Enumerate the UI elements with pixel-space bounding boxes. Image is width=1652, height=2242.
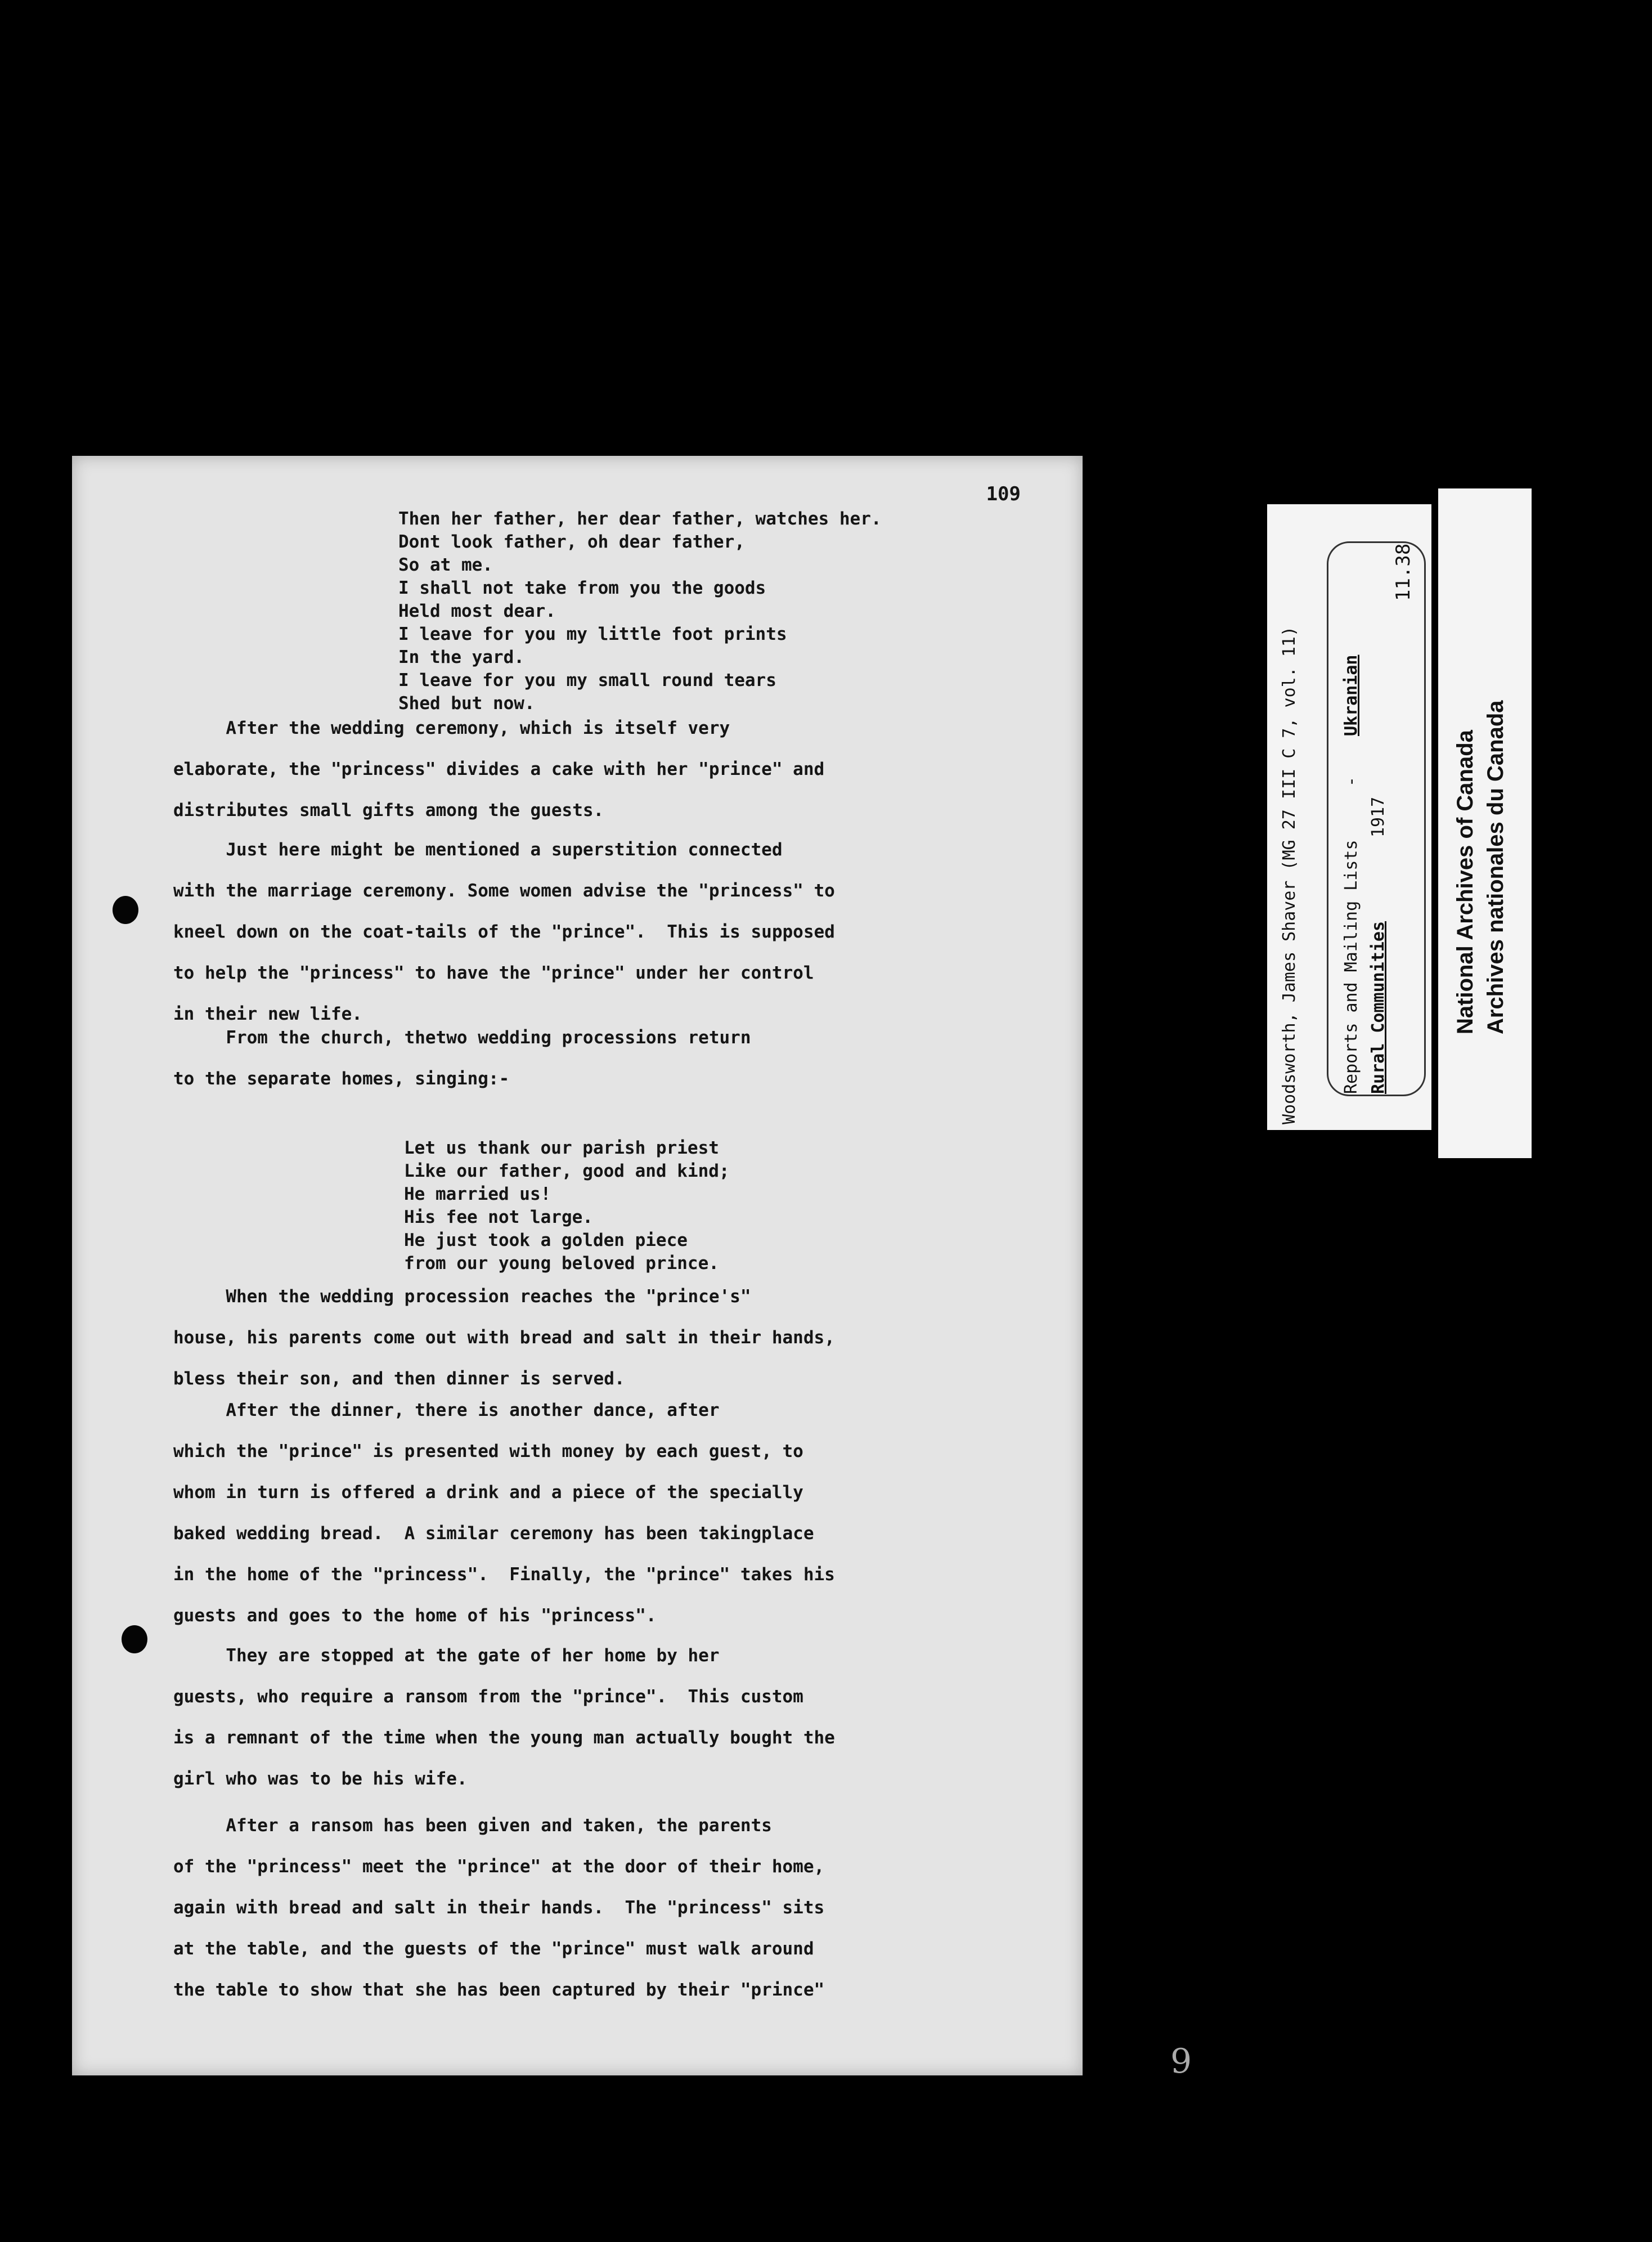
text-line: at the table, and the guests of the "prince" must walk around [173, 1939, 814, 1959]
paragraph-parents-meet [173, 1805, 1040, 2011]
text-line: After the dinner, there is another dance, after [173, 1400, 720, 1420]
paragraph-processions [173, 1017, 1040, 1100]
text-line: Just here might be mentioned a superstition connected [173, 840, 783, 860]
text-line: which the "prince" is presented with money by each guest, to [173, 1441, 803, 1461]
paragraph-procession-reaches [173, 1276, 1040, 1400]
punch-hole-bottom [122, 1625, 147, 1653]
label-year: 1917 [1368, 796, 1388, 837]
text-line: with the marriage ceremony. Some women advise the "princess" to [173, 881, 835, 901]
text-line: bless their son, and then dinner is served. [173, 1369, 625, 1389]
text-line: to the separate homes, singing:- [173, 1069, 510, 1089]
text-line: in the home of the "princess". Finally, the "prince" takes his [173, 1564, 835, 1585]
verse-line: I leave for you my small round tears [398, 670, 776, 690]
text-line: house, his parents come out with bread and salt in their hands, [173, 1328, 835, 1348]
text-line: guests and goes to the home of his "princess". [173, 1606, 657, 1626]
verse-line: Then her father, her dear father, watches her. [398, 509, 882, 529]
label-series-dash: - [1341, 776, 1361, 787]
archives-name-en: National Archives of Canada [1453, 730, 1478, 1034]
label-code: 11.38 [1392, 543, 1415, 601]
verse-line: In the yard. [398, 647, 524, 667]
text-line: They are stopped at the gate of her home by her [173, 1645, 720, 1666]
verse-line: Let us thank our parish priest [404, 1138, 719, 1158]
verse-block-thanks [404, 1137, 730, 1275]
paragraph-superstition [173, 829, 1040, 1035]
verse-line: I leave for you my little foot prints [398, 624, 787, 644]
paragraph-dinner [173, 1390, 1040, 1636]
text-line: When the wedding procession reaches the "prince's" [173, 1286, 751, 1307]
verse-line: I shall not take from you the goods [398, 578, 766, 598]
label-fonds-line: Woodsworth, James Shaver (MG 27 III C 7, vol. 11) [1280, 626, 1299, 1124]
verse-line: His fee not large. [404, 1207, 593, 1227]
text-line: whom in turn is offered a drink and a piece of the specially [173, 1482, 803, 1503]
label-series-line-a: Reports and Mailing Lists [1341, 840, 1361, 1094]
text-line: in their new life. [173, 1004, 362, 1024]
verse-line: from our young beloved prince. [404, 1253, 719, 1274]
document-page [72, 456, 1083, 2075]
verse-line: Shed but now. [398, 693, 535, 714]
verse-line: Dont look father, oh dear father, [398, 532, 745, 552]
text-line: elaborate, the "princess" divides a cake with her "prince" and [173, 759, 825, 779]
text-line: distributes small gifts among the guests. [173, 800, 604, 820]
archives-name-fr: Archives nationales du Canada [1483, 700, 1508, 1034]
punch-hole-top [113, 896, 138, 924]
verse-line: He just took a golden piece [404, 1230, 688, 1250]
verse-line: Held most dear. [398, 601, 556, 621]
paragraph-wedding-ceremony [173, 708, 1040, 831]
text-line: After the wedding ceremony, which is itself very [173, 718, 730, 738]
page-number: 109 [986, 483, 1021, 505]
text-line: to help the "princess" to have the "prince" under her control [173, 963, 814, 983]
archives-stamp-label [1438, 488, 1532, 1158]
label-subject-line: Rural Communities [1368, 921, 1388, 1094]
label-series-line-c: Ukranian [1341, 654, 1361, 736]
text-line: of the "princess" meet the "prince" at the door of their home, [173, 1857, 825, 1877]
text-line: kneel down on the coat-tails of the "prince". This is supposed [173, 922, 835, 942]
text-line: girl who was to be his wife. [173, 1769, 468, 1789]
verse-line: Like our father, good and kind; [404, 1161, 730, 1181]
text-line: From the church, thetwo wedding processions return [173, 1028, 751, 1048]
text-line: is a remnant of the time when the young man actually bought the [173, 1728, 835, 1748]
paragraph-ransom [173, 1635, 1040, 1800]
verse-block-farewell [398, 508, 882, 715]
verse-line: He married us! [404, 1184, 551, 1204]
text-line: baked wedding bread. A similar ceremony has been takingplace [173, 1523, 814, 1544]
margin-mark: 9 [1170, 2042, 1192, 2081]
text-line: guests, who require a ransom from the "prince". This custom [173, 1687, 803, 1707]
text-line: After a ransom has been given and taken, the parents [173, 1815, 772, 1836]
archive-reference-label [1267, 504, 1431, 1130]
text-line: again with bread and salt in their hands. The "princess" sits [173, 1898, 825, 1918]
text-line: the table to show that she has been captured by their "prince" [173, 1980, 825, 2000]
verse-line: So at me. [398, 555, 493, 575]
